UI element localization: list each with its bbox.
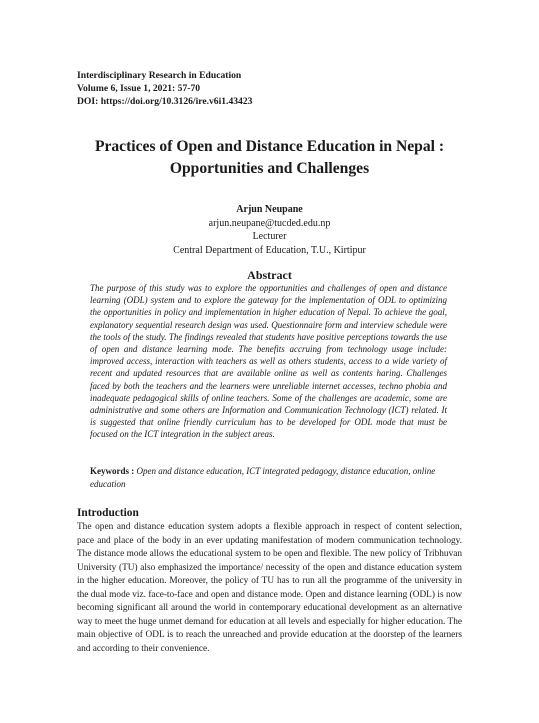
introduction-heading: Introduction <box>77 507 139 519</box>
title-line-1: Practices of Open and Distance Education in Nepal : <box>94 138 445 155</box>
author-name: Arjun Neupane <box>236 204 303 215</box>
author-block <box>60 203 479 257</box>
journal-header <box>77 69 477 108</box>
journal-name: Interdisciplinary Research in Education <box>77 70 242 81</box>
author-affiliation: Central Department of Education, T.U., Kirtipur <box>173 244 366 256</box>
keywords-text: Open and distance education, ICT integrated pedagogy, distance education, online education <box>90 466 436 489</box>
author-position: Lecturer <box>252 231 287 242</box>
article-title <box>40 136 499 179</box>
journal-doi[interactable]: DOI: https://doi.org/10.3126/ire.v6i1.43423 <box>77 96 253 107</box>
journal-volume: Volume 6, Issue 1, 2021: 57-70 <box>77 83 201 94</box>
author-email[interactable]: arjun.neupane@tucded.edu.np <box>208 217 331 229</box>
introduction-text: The open and distance education system adopts a flexible approach in respect of content selection, pace and place of the body in an ever updating manifestation of modern communication technology. The distance mode allows the educational system to be open and flexible. The new policy of Tribhuvan University (TU) also emphasized the importance/ necessity of the open and distance education system in the higher education. Moreover, the policy of TU has to run all the programme of the university in the dual mode viz. face-to-face and open and distance mode. Open and distance learning (ODL) is now becoming significant all around the world in contemporary educational development as an alternative way to meet the huge unmet demand for education at all levels and especially for higher education. The main objective of ODL is to reach the unreached and provide education at the doorstep of the learners and according to their convenience. <box>77 522 462 654</box>
keywords <box>90 465 447 490</box>
keywords-label: Keywords : <box>90 466 135 476</box>
abstract-text: The purpose of this study was to explore the opportunities and challenges of open and distance learning (ODL) system and to explore the gateway for the implementation of ODL to optimizing the opportunities in policy and implementation in higher education of Nepal. To achieve the goal, explanatory sequential research design was used. Questionnaire form and interview schedule were the tools of the study. The findings revealed that students have positive perceptions towards the use of open and distance learning mode. The benefits accruing from technology usage include: improved access, interaction with teachers as well as others students, access to a wide variety of recent and updated resources that are available online as well as contents haring. Challenges faced by both the teachers and the learners were unreliable internet accesses, techno phobia and inadequate pedagogical skills of online teachers. Some of the challenges are academic, some are administrative and some others are Information and Communication Technology (ICT) related. It is suggested that online friendly curriculum has to be developed for ODL mode that must be focused on the ICT integration in the subject areas. <box>90 283 447 440</box>
title-line-2: Opportunities and Challenges <box>169 159 370 177</box>
abstract-heading: Abstract <box>247 268 292 282</box>
